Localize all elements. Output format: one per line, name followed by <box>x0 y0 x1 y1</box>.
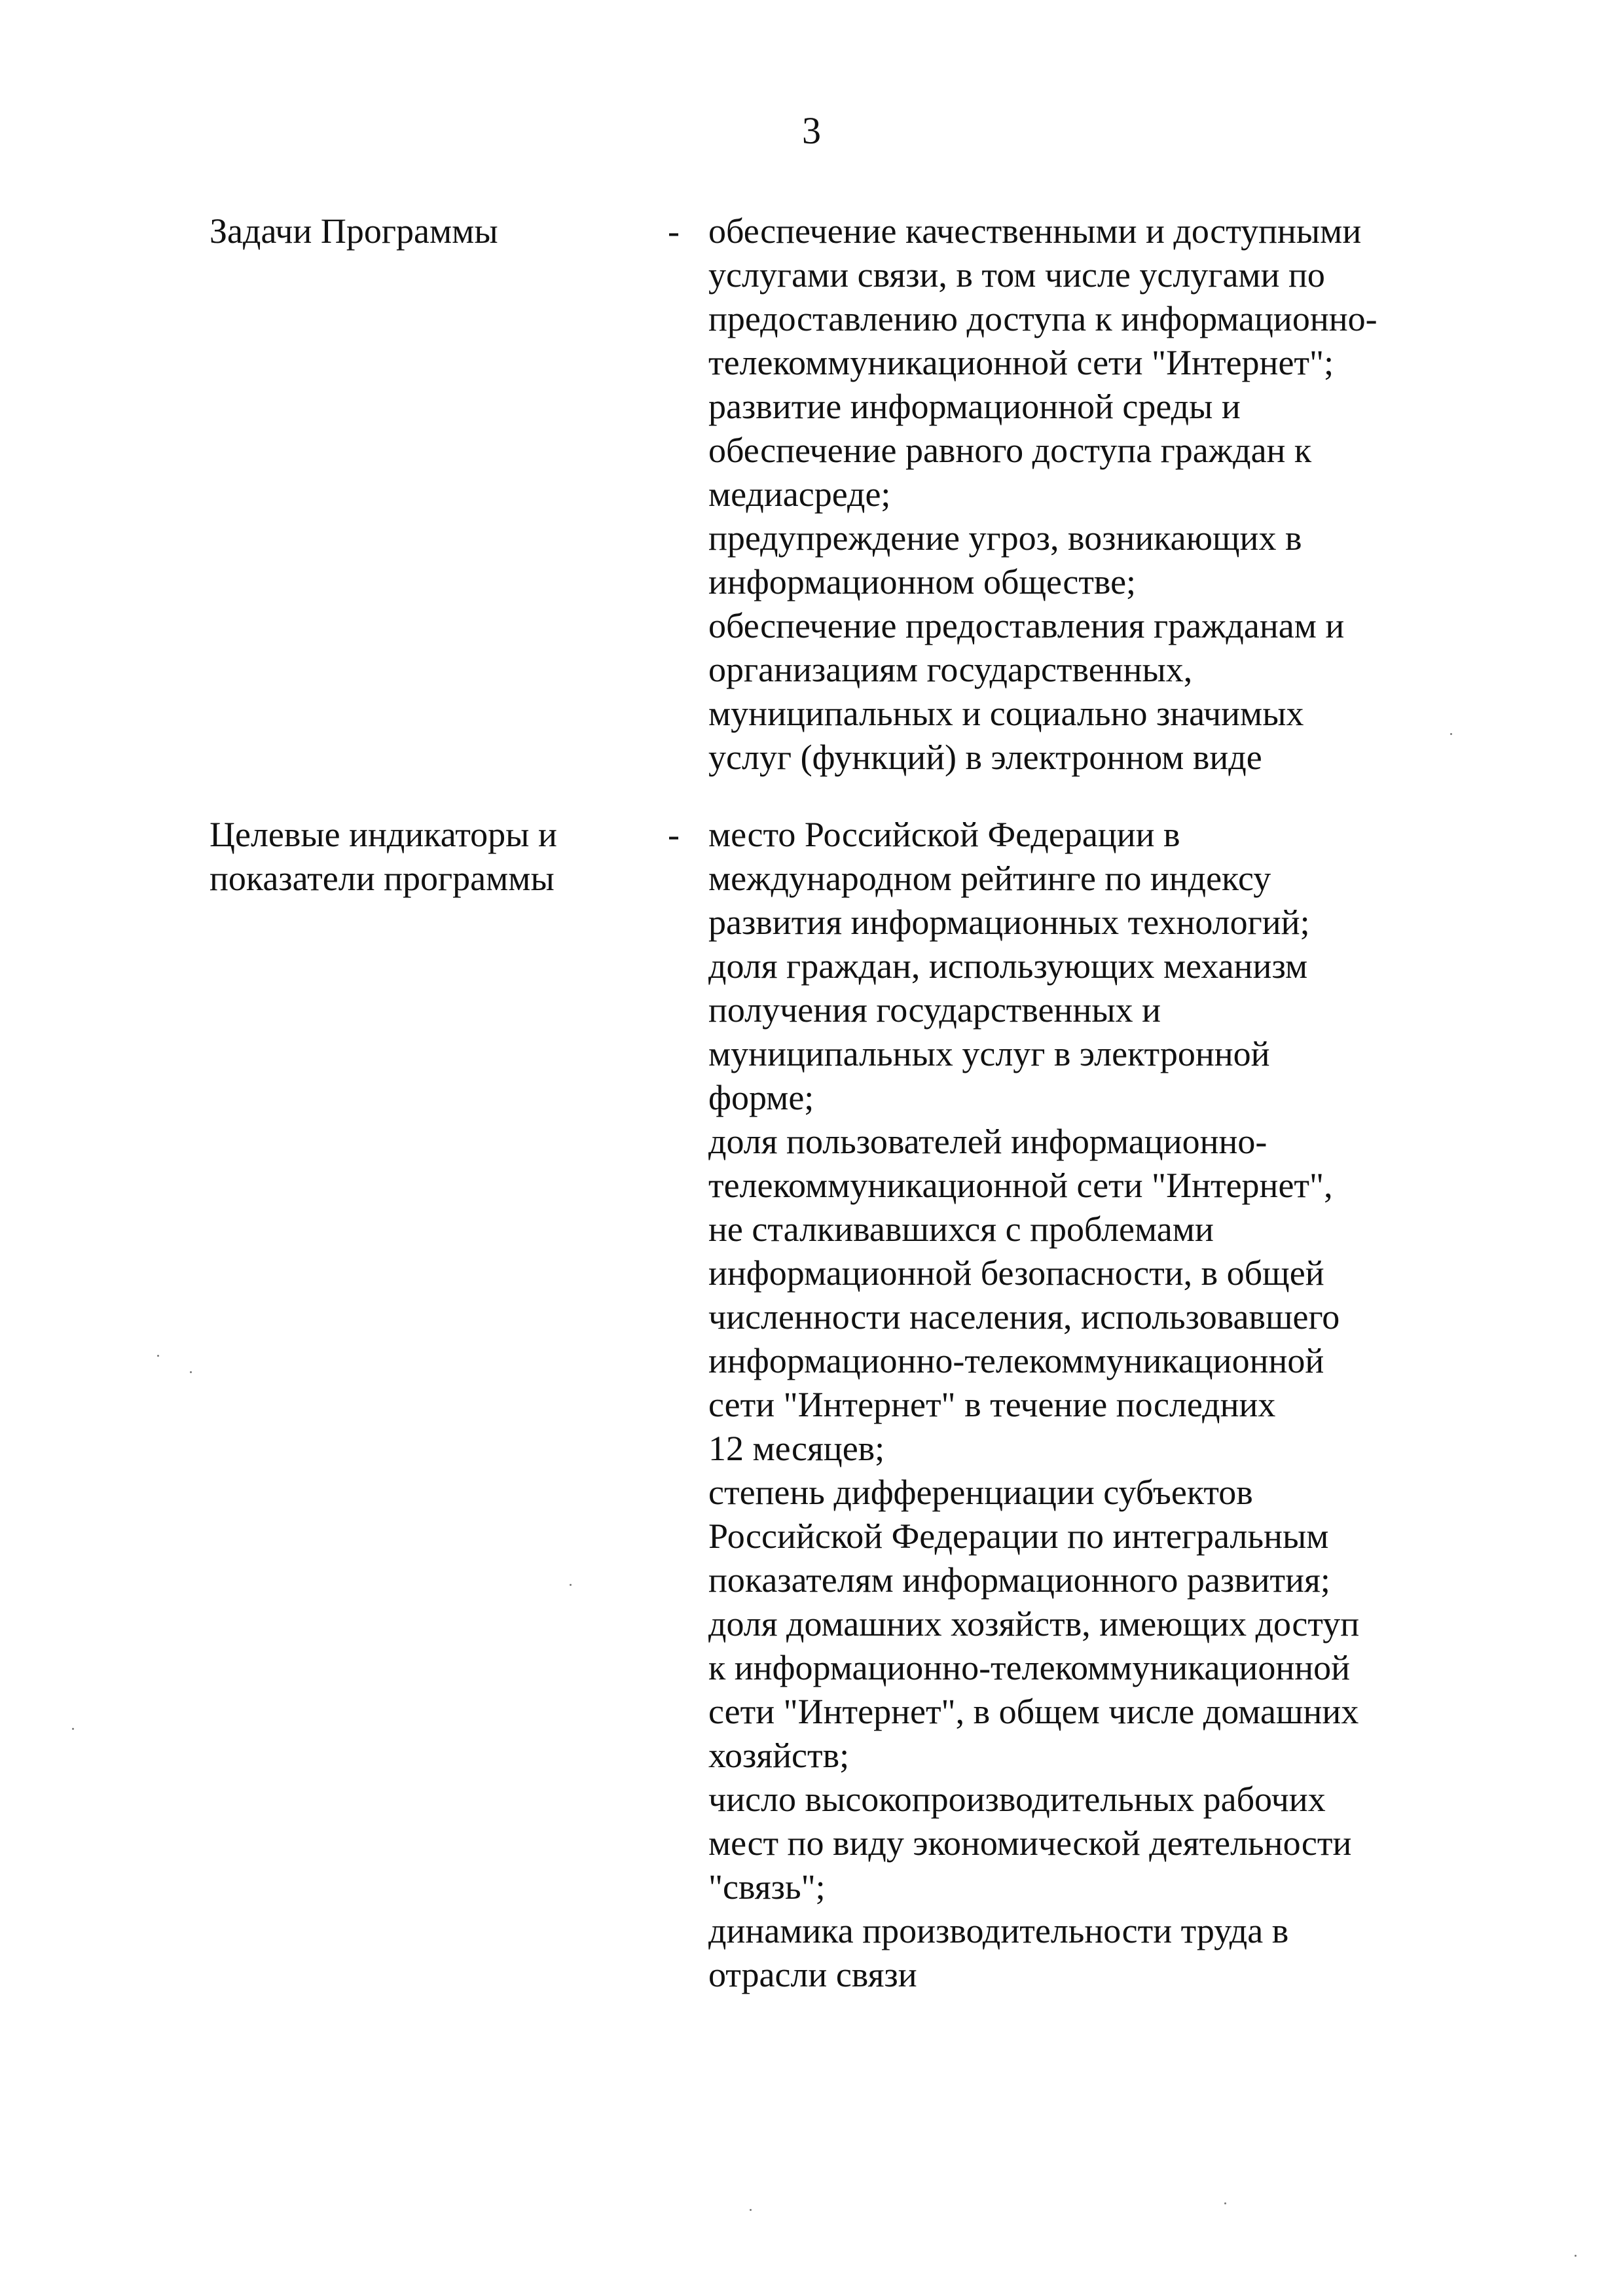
content-line: развития информационных технологий; <box>708 903 1310 942</box>
content-line: международном рейтинге по индексу <box>708 859 1271 898</box>
scan-speck <box>1224 2202 1226 2204</box>
content-line: предупреждение угроз, возникающих в <box>708 518 1302 558</box>
section-dash: - <box>668 211 680 251</box>
content-line: телекоммуникационной сети "Интернет", <box>708 1166 1333 1205</box>
content-line: телекоммуникационной сети "Интернет"; <box>708 343 1334 382</box>
content-line: хозяйств; <box>708 1736 850 1775</box>
content-line: медиасреде; <box>708 475 891 514</box>
content-line: доля граждан, использующих механизм <box>708 946 1308 986</box>
section-label-line: Целевые индикаторы и <box>210 815 557 854</box>
content-line: муниципальных услуг в электронной <box>708 1034 1270 1073</box>
content-line: услуг (функций) в электронном виде <box>708 738 1262 777</box>
content-line: 12 месяцев; <box>708 1429 885 1468</box>
content-line: к информационно-телекоммуникационной <box>708 1648 1351 1687</box>
content-line: "связь"; <box>708 1867 826 1907</box>
content-line: получения государственных и <box>708 990 1161 1030</box>
content-line: мест по виду экономической деятельности <box>708 1823 1352 1863</box>
content-line: сети "Интернет", в общем числе домашних <box>708 1692 1359 1731</box>
scan-speck <box>190 1371 192 1373</box>
content-line: информационно-телекоммуникационной <box>708 1341 1324 1380</box>
section-content <box>708 209 1468 780</box>
content-line: обеспечение качественными и доступными <box>708 211 1362 251</box>
content-line: сети "Интернет" в течение последних <box>708 1385 1276 1424</box>
content-line: место Российской Федерации в <box>708 815 1180 854</box>
scan-speck <box>570 1584 572 1586</box>
section-label-line: Задачи Программы <box>210 211 498 251</box>
scan-speck <box>1450 733 1452 735</box>
content-line: предоставлению доступа к информационно- <box>708 299 1377 338</box>
content-line: степень дифференциации субъектов <box>708 1473 1253 1512</box>
scan-speck <box>157 1355 159 1357</box>
content-line: обеспечение равного доступа граждан к <box>708 431 1312 470</box>
scan-speck <box>72 1728 74 1730</box>
content-line: доля домашних хозяйств, имеющих доступ <box>708 1604 1360 1643</box>
content-line: число высокопроизводительных рабочих <box>708 1780 1326 1819</box>
scan-speck <box>750 2209 752 2211</box>
content-line: информационном обществе; <box>708 562 1137 601</box>
content-line: отрасли связи <box>708 1955 917 1994</box>
section-label <box>210 209 681 253</box>
scan-speck <box>1575 2255 1577 2257</box>
section-dash: - <box>668 815 680 854</box>
section-label-line: показатели программы <box>210 859 555 898</box>
section-label <box>210 813 681 901</box>
page-number: 3 <box>802 109 821 152</box>
content-line: организациям государственных, <box>708 650 1193 689</box>
content-line: форме; <box>708 1078 814 1117</box>
content-line: информационной безопасности, в общей <box>708 1253 1324 1293</box>
content-line: динамика производительности труда в <box>708 1911 1289 1950</box>
content-line: обеспечение предоставления гражданам и <box>708 606 1345 645</box>
content-line: развитие информационной среды и <box>708 387 1241 426</box>
content-line: доля пользователей информационно- <box>708 1122 1267 1161</box>
content-line: Российской Федерации по интегральным <box>708 1516 1329 1556</box>
content-line: муниципальных и социально значимых <box>708 694 1304 733</box>
content-line: показателям информационного развития; <box>708 1560 1330 1600</box>
content-line: услугами связи, в том числе услугами по <box>708 255 1325 295</box>
section-content <box>708 813 1468 1997</box>
content-line: не сталкивавшихся с проблемами <box>708 1210 1214 1249</box>
content-line: численности населения, использовавшего <box>708 1297 1340 1336</box>
